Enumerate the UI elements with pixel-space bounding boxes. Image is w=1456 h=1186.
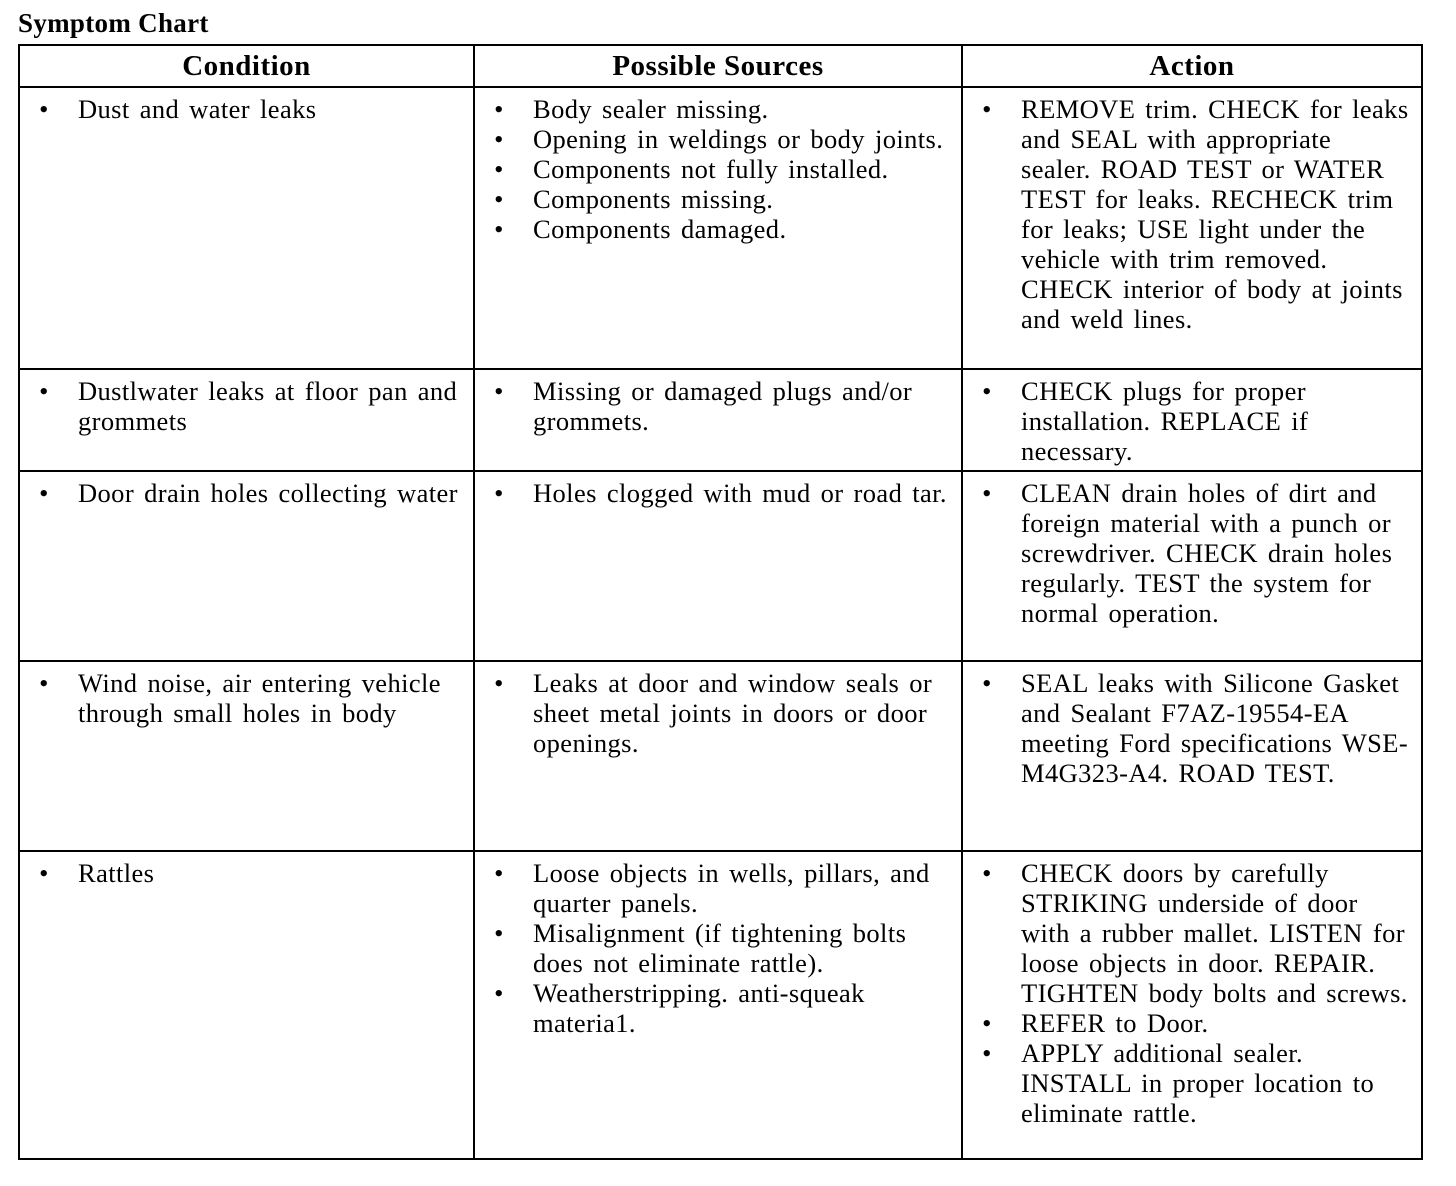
bullet-list <box>475 472 961 512</box>
bullet-text: Wind noise, air entering vehicle through small holes in body <box>78 668 441 728</box>
bullet-text: SEAL leaks with Silicone Gasket and Sealant F7AZ-19554-EA meeting Ford specifications WSE-M4G323-A4. ROAD TEST. <box>1021 668 1409 788</box>
header-action: Action <box>962 45 1422 87</box>
header-condition: Condition <box>19 45 474 87</box>
bullet-item <box>487 478 949 508</box>
bullet-list <box>963 88 1421 338</box>
bullet-item <box>487 918 949 978</box>
bullet-item <box>487 668 949 758</box>
bullet-item <box>487 376 949 436</box>
bullet-icon: • <box>494 94 504 124</box>
bullet-item <box>975 376 1409 466</box>
bullet-icon: • <box>982 858 992 888</box>
bullet-text: Opening in weldings or body joints. <box>533 124 944 154</box>
bullet-text: APPLY additional sealer. INSTALL in proper location to eliminate rattle. <box>1021 1038 1375 1128</box>
bullet-icon: • <box>39 376 49 406</box>
bullet-text: CHECK doors by carefully STRIKING underside of door with a rubber mallet. LISTEN for loose objects in door. REPAIR. TIGHTEN body bolts and screws. <box>1021 858 1408 1008</box>
bullet-text: REMOVE trim. CHECK for leaks and SEAL with appropriate sealer. ROAD TEST or WATER TEST for leaks. RECHECK trim for leaks; USE light under the vehicle with trim removed. CHECK interior of body at joints and weld lines. <box>1021 94 1409 334</box>
bullet-item <box>487 214 949 244</box>
table-body <box>19 87 1422 1159</box>
action-cell <box>962 471 1422 661</box>
bullet-item <box>32 376 461 436</box>
bullet-icon: • <box>39 94 49 124</box>
action-cell <box>962 87 1422 369</box>
bullet-text: Weatherstripping. anti-squeak materia1. <box>533 978 865 1038</box>
possible-sources-cell <box>474 87 962 369</box>
table-row <box>19 661 1422 851</box>
bullet-text: Components missing. <box>533 184 774 214</box>
bullet-text: Body sealer missing. <box>533 94 769 124</box>
possible-sources-cell <box>474 851 962 1159</box>
bullet-icon: • <box>494 184 504 214</box>
table-row <box>19 87 1422 369</box>
bullet-item <box>975 668 1409 788</box>
bullet-list <box>963 662 1421 792</box>
possible-sources-cell <box>474 471 962 661</box>
bullet-item <box>487 124 949 154</box>
table-row <box>19 369 1422 471</box>
header-row <box>19 45 1422 87</box>
condition-cell <box>19 87 474 369</box>
bullet-text: Rattles <box>78 858 155 888</box>
bullet-icon: • <box>39 478 49 508</box>
bullet-list <box>963 472 1421 632</box>
bullet-icon: • <box>982 376 992 406</box>
bullet-text: Dustlwater leaks at floor pan and grommets <box>78 376 458 436</box>
chart-title: Symptom Chart <box>18 8 209 38</box>
bullet-item <box>975 858 1409 1008</box>
bullet-text: Holes clogged with mud or road tar. <box>533 478 947 508</box>
bullet-list <box>20 88 473 128</box>
bullet-text: Components damaged. <box>533 214 787 244</box>
bullet-icon: • <box>494 918 504 948</box>
bullet-icon: • <box>494 668 504 698</box>
possible-sources-cell <box>474 369 962 471</box>
bullet-icon: • <box>494 214 504 244</box>
bullet-item <box>487 184 949 214</box>
bullet-text: Loose objects in wells, pillars, and quarter panels. <box>533 858 930 918</box>
table-row <box>19 471 1422 661</box>
bullet-item <box>975 478 1409 628</box>
bullet-text: CHECK plugs for proper installation. REPLACE if necessary. <box>1021 376 1309 466</box>
bullet-item <box>975 1008 1409 1038</box>
action-cell <box>962 851 1422 1159</box>
bullet-text: Door drain holes collecting water <box>78 478 458 508</box>
bullet-icon: • <box>494 478 504 508</box>
bullet-list <box>475 370 961 440</box>
bullet-list <box>475 852 961 1042</box>
bullet-icon: • <box>494 124 504 154</box>
bullet-list <box>20 852 473 892</box>
bullet-icon: • <box>494 376 504 406</box>
condition-cell <box>19 661 474 851</box>
bullet-list <box>475 88 961 248</box>
bullet-icon: • <box>982 1008 992 1038</box>
bullet-text: Leaks at door and window seals or sheet metal joints in doors or door openings. <box>533 668 933 758</box>
bullet-text: REFER to Door. <box>1021 1008 1209 1038</box>
bullet-icon: • <box>494 978 504 1008</box>
possible-sources-cell <box>474 661 962 851</box>
condition-cell <box>19 471 474 661</box>
bullet-item <box>487 154 949 184</box>
bullet-text: Dust and water leaks <box>78 94 317 124</box>
bullet-item <box>32 668 461 728</box>
symptom-table <box>18 44 1423 1160</box>
bullet-list <box>20 472 473 512</box>
bullet-text: Components not fully installed. <box>533 154 889 184</box>
bullet-icon: • <box>982 1038 992 1068</box>
bullet-text: CLEAN drain holes of dirt and foreign material with a punch or screwdriver. CHECK drain holes regularly. TEST the system for normal operation. <box>1021 478 1393 628</box>
bullet-item <box>32 94 461 124</box>
bullet-icon: • <box>39 668 49 698</box>
condition-cell <box>19 369 474 471</box>
bullet-item <box>487 978 949 1038</box>
bullet-item <box>487 94 949 124</box>
bullet-text: Missing or damaged plugs and/or grommets. <box>533 376 913 436</box>
bullet-item <box>975 94 1409 334</box>
bullet-icon: • <box>982 668 992 698</box>
bullet-item <box>487 858 949 918</box>
bullet-icon: • <box>982 94 992 124</box>
action-cell <box>962 369 1422 471</box>
action-cell <box>962 661 1422 851</box>
table-row <box>19 851 1422 1159</box>
bullet-list <box>963 370 1421 470</box>
bullet-list <box>963 852 1421 1132</box>
bullet-icon: • <box>494 858 504 888</box>
condition-cell <box>19 851 474 1159</box>
bullet-icon: • <box>39 858 49 888</box>
header-possible-sources: Possible Sources <box>474 45 962 87</box>
bullet-item <box>975 1038 1409 1128</box>
bullet-text: Misalignment (if tightening bolts does not eliminate rattle). <box>533 918 907 978</box>
bullet-list <box>475 662 961 762</box>
bullet-icon: • <box>494 154 504 184</box>
bullet-item <box>32 858 461 888</box>
bullet-list <box>20 662 473 732</box>
bullet-icon: • <box>982 478 992 508</box>
bullet-item <box>32 478 461 508</box>
bullet-list <box>20 370 473 440</box>
